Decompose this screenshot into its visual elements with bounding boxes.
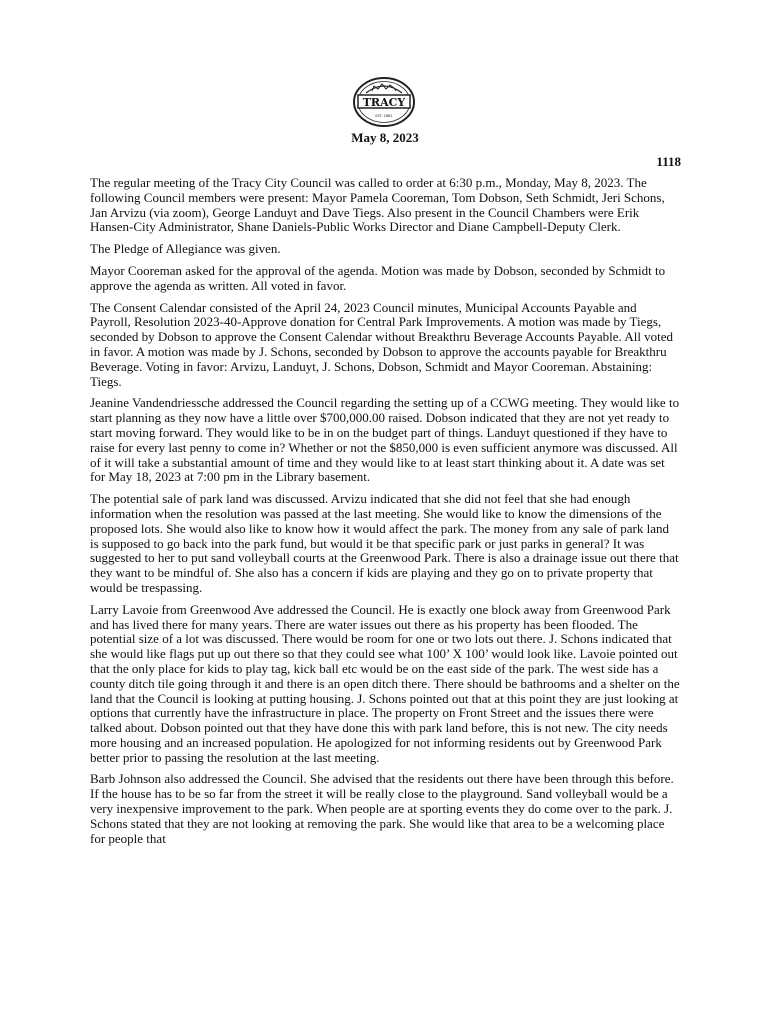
city-seal-logo	[352, 76, 416, 128]
paragraph-pledge: The Pledge of Allegiance was given.	[90, 241, 281, 257]
minutes-body	[90, 176, 680, 853]
paragraph-agenda: Mayor Cooreman asked for the approval of the agenda. Motion was made by Dobson, seconded by Schmidt to approve the agenda as written. All voted in favor.	[90, 262, 666, 293]
meeting-date: May 8, 2023	[351, 130, 419, 145]
paragraph-consent-calendar: The Consent Calendar consisted of the April 24, 2023 Council minutes, Municipal Accounts Payable and Payroll, Resolution 2023-40-Approve donation for Central Park Improvements. A motion was made by Tiegs, seconded by Dobson to approve the Consent Calendar without Breakthru Beverage Accounts Payable. All voted in favor. A motion was made by J. Schons, seconded by Dobson to approve the accounts payable for Breakthru Beverage. Voting in favor: Arvizu, Landuyt, J. Schons, Dobson, Schmidt and Mayor Cooreman. Abstaining: Tiegs.	[90, 299, 674, 389]
paragraph-call-to-order: The regular meeting of the Tracy City Council was called to order at 6:30 p.m., Monday, May 8, 2023. The following Council members were present: Mayor Pamela Cooreman, Tom Dobson, Seth Schmidt, Jeri Schons, Jan Arvizu (via zoom), George Landuyt and Dave Tiegs. Also present in the Council Chambers were Erik Hansen-City Administrator, Shane Daniels-Public Works Director and Diane Campbell-Deputy Clerk.	[90, 175, 665, 235]
paragraph-park-land-sale: The potential sale of park land was discussed. Arvizu indicated that she did not feel that she had enough information when the resolution was passed at the last meeting. She would like to know the dimensions of the proposed lots. She would also like to know how it would affect the park. The money from any sale of park land is supposed to go back into the park fund, but would it be that specific park or just parks in general? It was suggested to her to put sand volleyball courts at the Greenwood Park. There is also a drainage issue out there that they want to be mindful of. She also has a concern if kids are playing and they go on to private property that would be trespassing.	[90, 491, 679, 595]
logo-name: TRACY	[362, 96, 406, 109]
paragraph-ccwg-meeting: Jeanine Vandendriessche addressed the Council regarding the setting up of a CCWG meeting. They would like to start planning as they now have a little over $700,000.00 raised. Dobson indicated that they are not yet ready to start moving forward. They would like to be in on the budget part of things. Landuyt questioned if they have to raise for every last penny to come in? Whether or not the $850,000 is even sufficient anymore was discussed. All of it will take a substantial amount of time and they would like to at least start thinking about it. A date was set for May 18, 2023 at 7:00 pm in the Library basement.	[90, 395, 680, 485]
logo-tagline: EST. 1881	[375, 114, 393, 118]
paragraph-larry-lavoie: Larry Lavoie from Greenwood Ave addressed the Council. He is exactly one block away from Greenwood Park and has lived there for many years. There are water issues out there as his property has been flooded. The potential size of a lot was discussed. There would be room for one or two lots out there. J. Schons indicated that she would like flags put up out there so that they could see what 100’ X 100’ would look like. Lavoie pointed out that the only place for kids to play tag, kick ball etc would be on the east side of the park. The west side has a county ditch tile going through it and there is an open ditch there. There should be bathrooms and a shelter on the land that the Council is looking at putting housing. J. Schons pointed out that at this point they are just looking at options that currently have the infrastructure in place. The property on Front Street and the issues there were talked about. Dobson pointed out that they have done this with park land before, this is not new. The city needs more housing and an increased population. He apologized for not informing residents out by Greenwood Park better prior to passing the resolution at the last meeting.	[90, 601, 680, 765]
page-number: 1118	[656, 154, 681, 169]
paragraph-barb-johnson: Barb Johnson also addressed the Council. She advised that the residents out there have been through this before. If the house has to be so far from the street it will be really close to the playground. Sand volleyball would be a very inexpensive improvement to the park. When people are at sporting events they do come over to the park. J. Schons stated that they are not looking at removing the park. She would like that area to be a welcoming place for people that	[90, 771, 674, 846]
